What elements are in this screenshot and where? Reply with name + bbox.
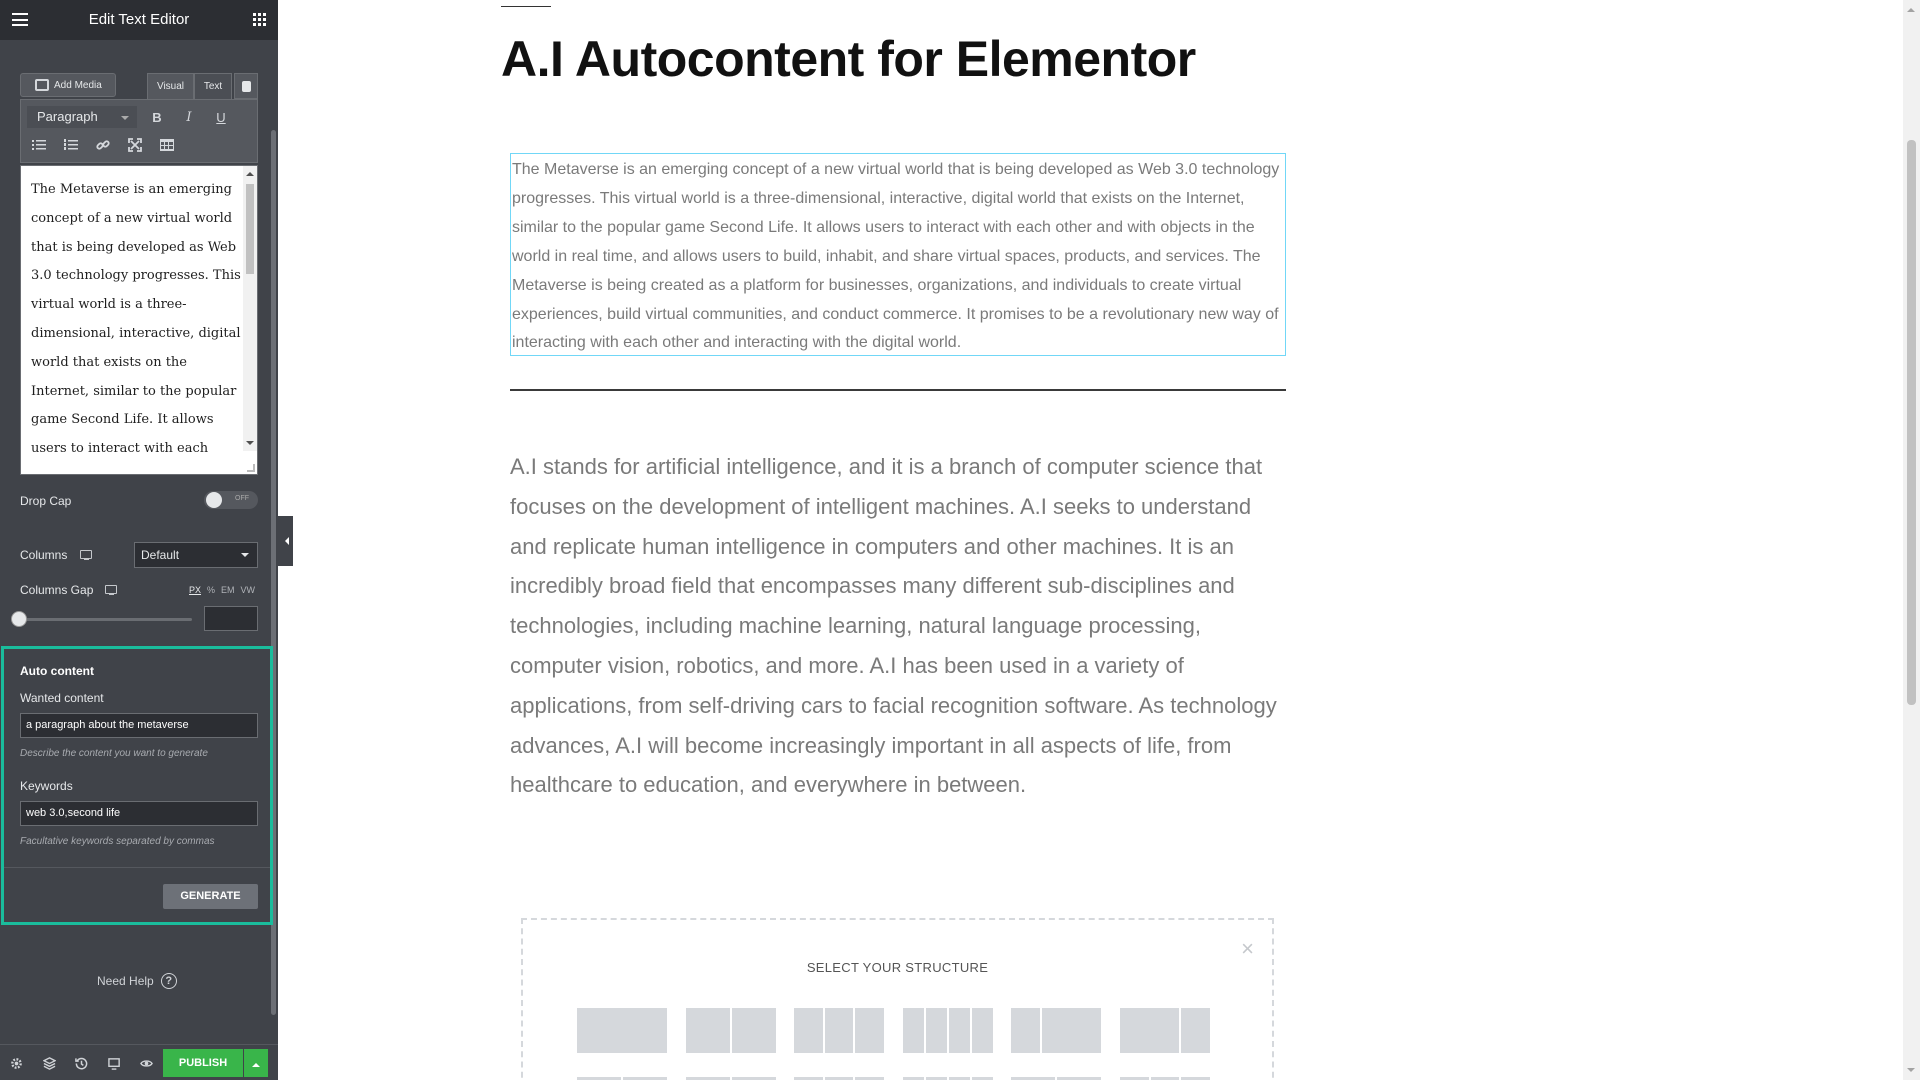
- panel-footer: [0, 1044, 278, 1080]
- structure-preset-2[interactable]: [686, 1008, 776, 1053]
- editor-content[interactable]: The Metaverse is an emerging concept of a new virtual world that is being developed as Web 3.0 technology progresses. This virtual world is a three-dimensional, interactive, digital world that exists on the Internet, similar to the popular game Second Life. It allows users to interact with each: [31, 182, 241, 457]
- panel-header: [0, 0, 278, 40]
- numbered-list-icon[interactable]: [60, 134, 82, 156]
- resize-handle[interactable]: [247, 464, 255, 472]
- keywords-label: Keywords: [20, 779, 73, 793]
- settings-gear-icon[interactable]: [8, 1055, 24, 1071]
- keywords-input[interactable]: web 3.0,second life: [20, 801, 258, 826]
- add-media-button[interactable]: [20, 73, 116, 97]
- widgets-grid-icon[interactable]: [253, 13, 266, 26]
- bullet-list-icon[interactable]: [28, 134, 50, 156]
- columns-gap-slider[interactable]: [20, 618, 192, 621]
- text-editor-area[interactable]: [20, 165, 258, 475]
- responsive-monitor-icon[interactable]: [105, 585, 117, 595]
- unit-percent[interactable]: %: [207, 585, 216, 595]
- history-icon[interactable]: [73, 1055, 89, 1071]
- columns-gap-input[interactable]: [204, 606, 258, 631]
- page-scrollbar[interactable]: [1903, 0, 1920, 1080]
- auto-content-section: [1, 646, 273, 925]
- structure-preset-4[interactable]: [903, 1008, 993, 1053]
- database-icon[interactable]: [234, 73, 258, 99]
- navigator-layers-icon[interactable]: [41, 1055, 57, 1071]
- columns-select[interactable]: Default: [134, 542, 258, 568]
- columns-label: Columns: [20, 548, 68, 562]
- publish-options-chevron-icon[interactable]: [244, 1049, 268, 1077]
- drop-cap-toggle[interactable]: [204, 491, 258, 509]
- publish-button[interactable]: PUBLISH: [163, 1049, 243, 1077]
- collapse-panel-chevron-icon[interactable]: [278, 516, 293, 566]
- unit-switcher: [189, 585, 255, 595]
- structure-title: SELECT YOUR STRUCTURE: [806, 960, 989, 975]
- columns-gap-label: Columns Gap: [20, 583, 94, 597]
- slider-handle[interactable]: [11, 611, 27, 627]
- editor-toolbar: [20, 99, 258, 163]
- tab-visual[interactable]: Visual: [147, 73, 194, 99]
- metaverse-paragraph: The Metaverse is an emerging concept of a new virtual world that is being developed as Web 3.0 technology progresses. This virtual world is a three-dimensional, interactive, digital world that exists on the Internet, similar to the popular game Second Life. It allows users to interact with each other and with objects in the world in real time, and allows users to build, inhabit, and share virtual spaces, products, and services. The Metaverse is being created as a platform for businesses, organizations, and individuals to create virtual experiences, build virtual communities, and conduct commerce. It promises to be a revolutionary new way of interacting with each other and interacting with the digital world.: [512, 161, 1280, 352]
- tab-text[interactable]: Text: [194, 73, 232, 99]
- help-icon: ?: [161, 973, 177, 989]
- wanted-content-label: Wanted content: [20, 691, 104, 705]
- select-structure-panel: [521, 918, 1274, 1080]
- preview-eye-icon[interactable]: [138, 1055, 154, 1071]
- need-help-label: Need Help: [97, 974, 154, 988]
- close-icon[interactable]: ×: [1241, 936, 1254, 961]
- keywords-description: Facultative keywords separated by commas: [20, 836, 215, 847]
- toggle-state: OFF: [235, 495, 249, 502]
- wanted-content-description: Describe the content you want to generate: [20, 748, 208, 759]
- need-help-link[interactable]: [97, 973, 177, 989]
- structure-preset-3[interactable]: [794, 1008, 884, 1053]
- unit-vw[interactable]: VW: [240, 585, 256, 595]
- text-editor-widget[interactable]: [510, 153, 1286, 356]
- wanted-content-input[interactable]: a paragraph about the metaverse: [20, 713, 258, 738]
- ai-paragraph[interactable]: A.I stands for artificial intelligence, and it is a branch of computer science that focuses on the development of intelligent machines. A.I seeks to understand and replicate human intelligence in computers and other machines. It is an incredibly broad field that encompasses many different sub-disciplines and technologies, including machine learning, natural language processing, computer vision, robotics, and more. A.I has been used in a variety of applications, from self-driving cars to facial recognition software. As technology advances, A.I will become increasingly important in all aspects of life, from healthcare to education, and everywhere in between.: [510, 454, 1277, 798]
- italic-button[interactable]: I: [186, 109, 192, 125]
- auto-content-heading: Auto content: [20, 664, 94, 678]
- hamburger-menu-icon[interactable]: [12, 13, 28, 26]
- title-divider: [501, 6, 551, 7]
- add-media-label: Add Media: [54, 79, 102, 91]
- preview-canvas: [293, 0, 1920, 1080]
- structure-preset-5[interactable]: [1011, 1008, 1101, 1053]
- structure-preset-1[interactable]: [577, 1008, 667, 1053]
- editor-scrollbar[interactable]: [243, 166, 257, 451]
- media-icon: [35, 79, 49, 91]
- divider: [4, 867, 270, 868]
- bold-button[interactable]: B: [152, 109, 162, 125]
- underline-button[interactable]: U: [216, 109, 226, 125]
- page-title[interactable]: A.I Autocontent for Elementor: [501, 31, 1196, 87]
- panel-title: Edit Text Editor: [88, 11, 190, 28]
- editor-panel: [0, 0, 278, 1080]
- link-icon[interactable]: [92, 134, 114, 156]
- fullscreen-icon[interactable]: [124, 134, 146, 156]
- structure-preset-6[interactable]: [1120, 1008, 1210, 1053]
- responsive-monitor-icon[interactable]: [80, 550, 92, 560]
- format-select[interactable]: Paragraph: [27, 106, 137, 128]
- generate-button[interactable]: GENERATE: [163, 884, 258, 909]
- divider-widget[interactable]: [510, 389, 1286, 391]
- drop-cap-label: Drop Cap: [20, 494, 72, 508]
- responsive-mode-icon[interactable]: [106, 1055, 122, 1071]
- unit-em[interactable]: EM: [221, 585, 235, 595]
- unit-px[interactable]: PX: [189, 585, 202, 595]
- toolbar-toggle-icon[interactable]: [156, 134, 178, 156]
